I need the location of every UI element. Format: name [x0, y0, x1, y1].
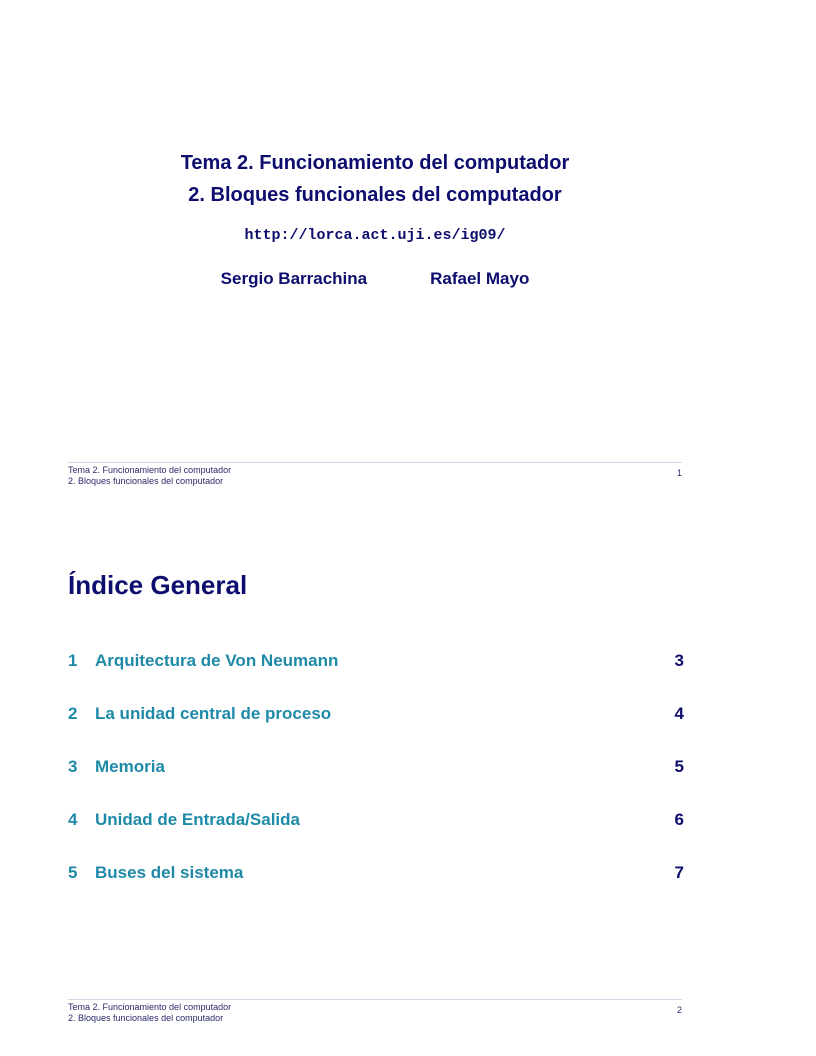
- toc-item-page: 7: [674, 862, 684, 882]
- toc-item-label: Arquitectura de Von Neumann: [95, 650, 339, 670]
- toc-item-4[interactable]: [68, 793, 684, 846]
- authors: [0, 269, 750, 289]
- slide-footer: [68, 462, 682, 487]
- toc-item-page: 3: [674, 650, 684, 670]
- course-url[interactable]: http://lorca.act.uji.es/ig09/: [244, 227, 506, 244]
- toc-item-number: 1: [68, 650, 78, 670]
- toc-item-label: La unidad central de proceso: [95, 703, 332, 723]
- slide-title-line-1: Tema 2. Funcionamiento del computador: [180, 152, 570, 174]
- toc-item-number: 5: [68, 862, 78, 882]
- toc-item-number: 3: [68, 756, 78, 776]
- page-number: 2: [676, 1005, 682, 1015]
- slide-title-line-2: 2. Bloques funcionales del computador: [188, 184, 562, 206]
- author-1: Sergio Barrachina: [220, 269, 368, 288]
- index-title: Índice General: [68, 570, 248, 600]
- toc-item-page: 5: [674, 756, 684, 776]
- page-number: 1: [676, 468, 682, 478]
- toc-item-label: Memoria: [95, 756, 165, 776]
- author-2: Rafael Mayo: [430, 269, 530, 288]
- footer-line-1: Tema 2. Funcionamiento del computador: [68, 465, 232, 475]
- toc-item-3[interactable]: [68, 740, 684, 793]
- toc-item-page: 4: [674, 703, 684, 723]
- toc-item-label: Unidad de Entrada/Salida: [95, 809, 300, 829]
- toc-item-number: 2: [68, 703, 78, 723]
- toc-item-number: 4: [68, 809, 78, 829]
- toc-item-label: Buses del sistema: [95, 862, 244, 882]
- footer-line-1: Tema 2. Funcionamiento del computador: [68, 1002, 232, 1012]
- footer-line-2: 2. Bloques funcionales del computador: [68, 476, 224, 486]
- toc-item-page: 6: [674, 809, 684, 829]
- footer-line-2: 2. Bloques funcionales del computador: [68, 1013, 224, 1023]
- toc-item-5[interactable]: [68, 846, 684, 899]
- toc-item-2[interactable]: [68, 687, 684, 740]
- toc-item-1[interactable]: [68, 634, 684, 687]
- slide-footer: [68, 999, 682, 1024]
- table-of-contents: [68, 634, 684, 899]
- index-slide: [0, 528, 816, 1056]
